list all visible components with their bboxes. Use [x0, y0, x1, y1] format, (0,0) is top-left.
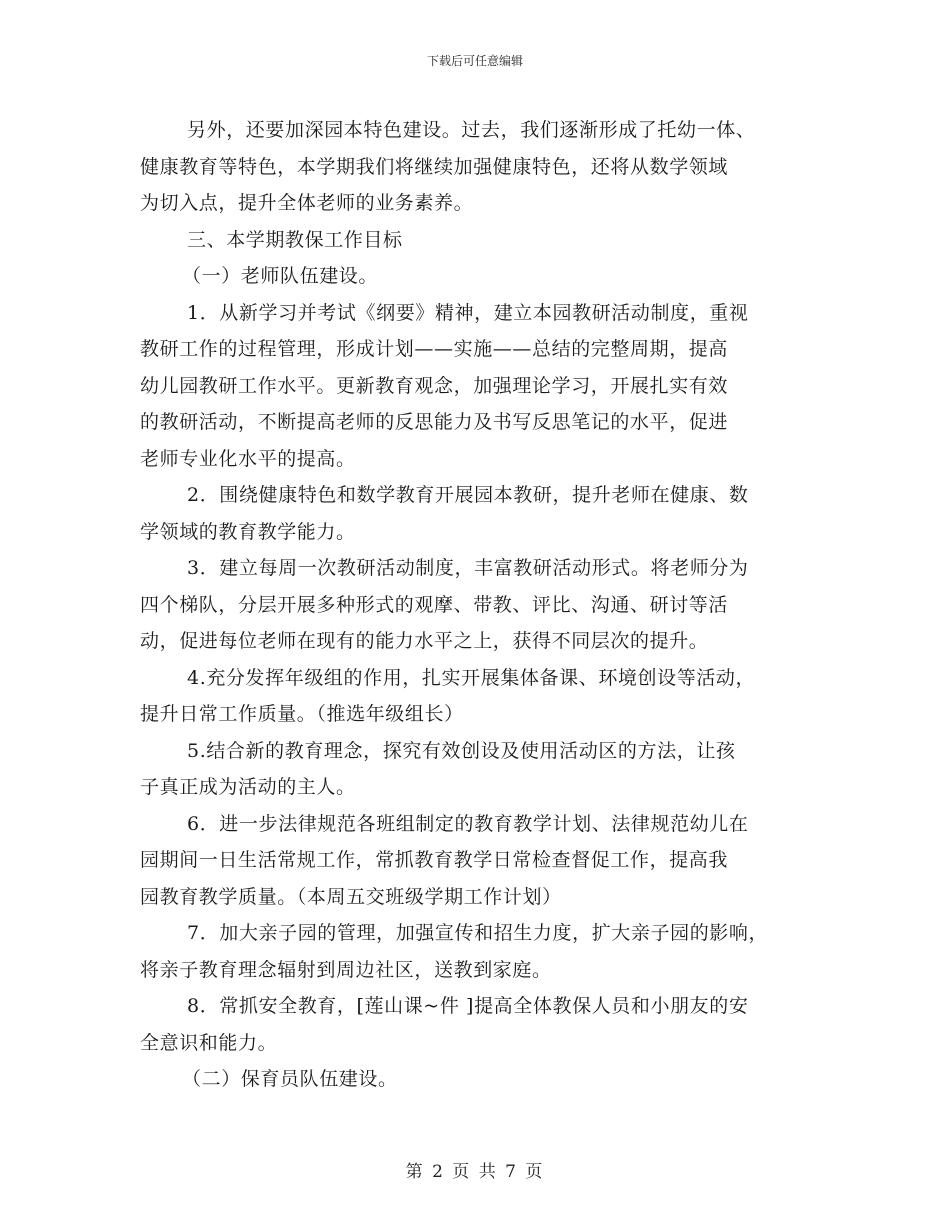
paragraph-line: 1．从新学习并考试《纲要》精神，建立本园教研活动制度，重视 [187, 301, 749, 324]
paragraph-line: 学领域的教育教学能力。 [140, 520, 356, 543]
paragraph-line: 将亲子教育理念辐射到周边社区，送教到家庭。 [140, 958, 552, 981]
page-header: 下载后可任意编辑 [426, 54, 523, 68]
paragraph-line: 4.充分发挥年级组的作用，扎实开展集体备课、环境创设等活动， [187, 666, 756, 689]
paragraph-line: 动，促进每位老师在现有的能力水平之上，获得不同层次的提升。 [140, 630, 709, 652]
paragraph-line: 5.结合新的教育理念，探究有效创设及使用活动区的方法，让孩 [187, 739, 736, 762]
paragraph-line: 全意识和能力。 [140, 1031, 278, 1054]
paragraph-line: 另外，还要加深园本特色建设。过去，我们逐渐形成了托幼一体、 [187, 119, 756, 141]
paragraph-line: 健康教育等特色，本学期我们将继续加强健康特色，还将从数学领域 [140, 155, 729, 178]
paragraph-line: 四个梯队，分层开展多种形式的观摩、带教、评比、沟通、研讨等活 [140, 593, 729, 616]
paragraph-line: 子真正成为活动的主人。 [140, 776, 356, 798]
paragraph-line: 8．常抓安全教育，[莲山课~件 ]提高全体教保人员和小朋友的安 [187, 995, 749, 1017]
paragraph-line: 提升日常工作质量。（推选年级组长） [140, 703, 464, 725]
subsection-heading: （一）老师队伍建设。 [182, 265, 379, 287]
paragraph-line: 6．进一步法律规范各班组制定的教育教学计划、法律规范幼儿在 [187, 812, 749, 835]
paragraph-line: 园教育教学质量。（本周五交班级学期工作计划） [140, 885, 562, 908]
page-number-footer: 第 2 页 共 7 页 [405, 1162, 545, 1182]
paragraph-line: 园期间一日生活常规工作，常抓教育教学日常检查督促工作，提高我 [140, 849, 729, 871]
paragraph-line: 为切入点，提升全体老师的业务素养。 [140, 192, 474, 214]
paragraph-line: 的教研活动，不断提高老师的反思能力及书写反思笔记的水平，促进 [140, 411, 729, 433]
paragraph-line: 幼儿园教研工作水平。更新教育观念，加强理论学习，开展扎实有效 [140, 374, 729, 397]
paragraph-line: 教研工作的过程管理，形成计划——实施——总结的完整周期，提高 [140, 338, 729, 360]
paragraph-line: 3．建立每周一次教研活动制度，丰富教研活动形式。将老师分为 [187, 557, 749, 579]
section-heading: 三、本学期教保工作目标 [187, 228, 403, 251]
paragraph-line: 老师专业化水平的提高。 [140, 447, 356, 470]
document-body [140, 112, 810, 1098]
paragraph-line: 2．围绕健康特色和数学教育开展园本教研，提升老师在健康、数 [187, 484, 749, 506]
paragraph-line: 7．加大亲子园的管理，加强宣传和招生力度，扩大亲子园的影响， [187, 922, 769, 944]
subsection-heading: （二）保育员队伍建设。 [182, 1068, 398, 1090]
